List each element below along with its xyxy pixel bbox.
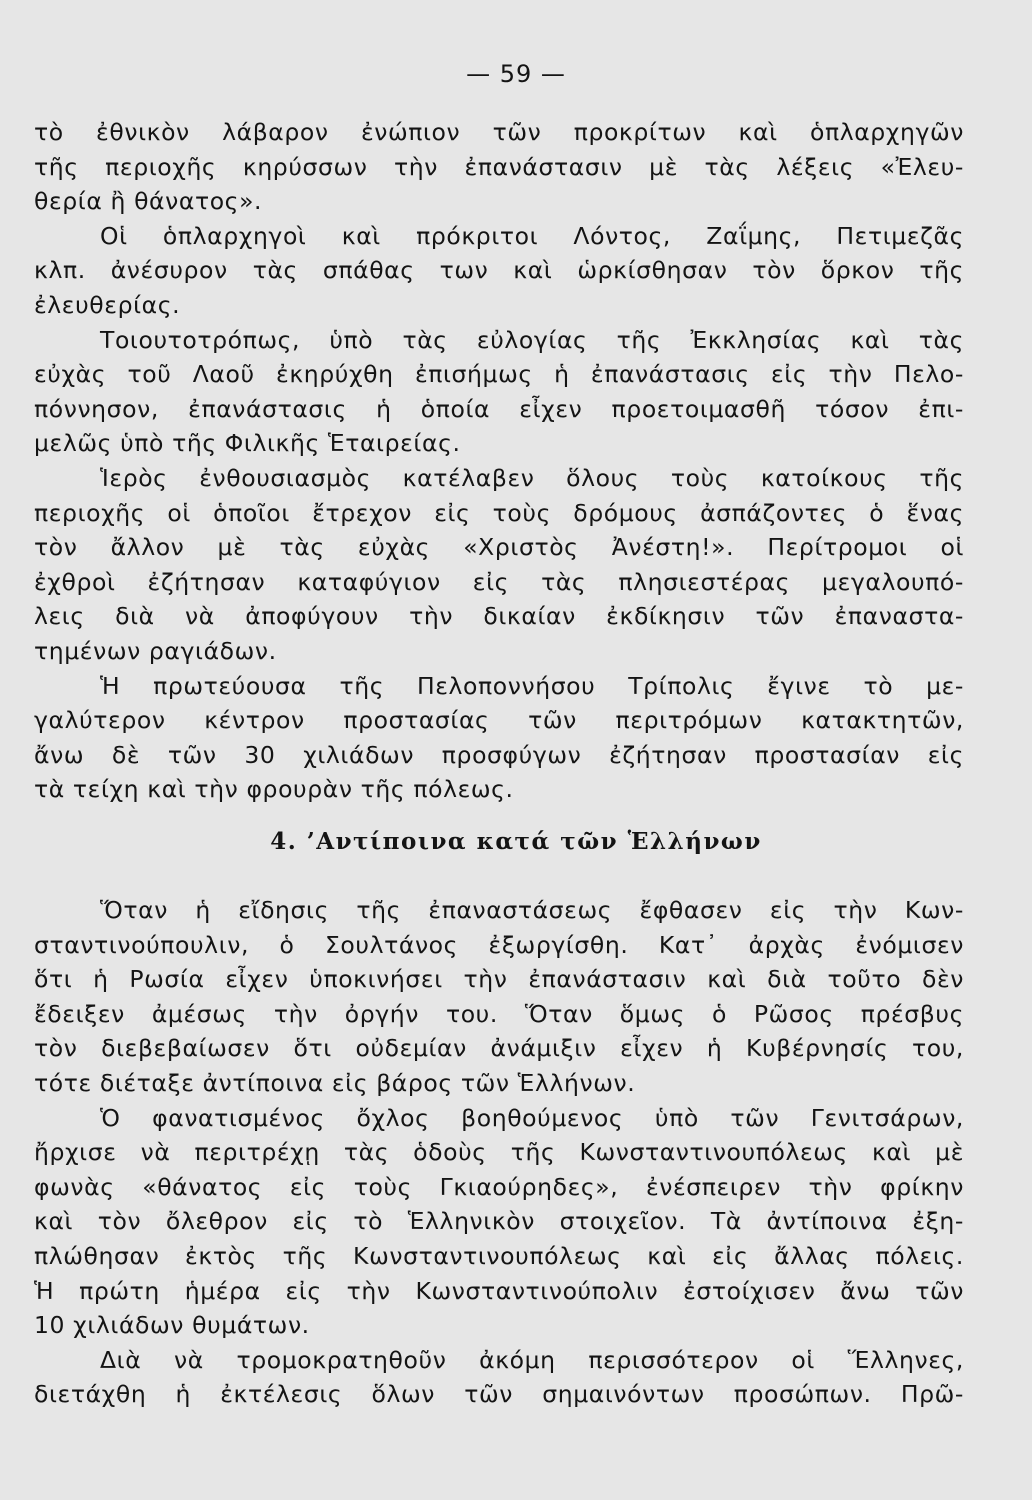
text-line: θερία ἢ θάνατος». bbox=[34, 187, 263, 216]
text-line: τὸν διεβεβαίωσεν ὅτι οὐδεμίαν ἀνάμιξιν εἶχεν ἡ Κυβέρνησίς του, bbox=[34, 1034, 964, 1063]
text-line: γαλύτερον κέντρον προστασίας τῶν περιτρόμων κατακτητῶν, bbox=[34, 706, 964, 735]
text-line: Ἡ πρώτη ἡμέρα εἰς τὴν Κωνσταντινούπολιν ἐστοίχισεν ἄνω τῶν bbox=[34, 1276, 964, 1305]
section-heading: 4. ’Αντίποινα κατά τῶν Ἑλλήνων bbox=[270, 828, 762, 855]
text-line: πλώθησαν ἐκτὸς τῆς Κωνσταντινουπόλεως καὶ εἰς ἄλλας πόλεις. bbox=[34, 1241, 964, 1270]
text-line: 10 χιλιάδων θυμάτων. bbox=[34, 1311, 310, 1340]
body-text-upper bbox=[34, 115, 964, 807]
text-line: Τοιουτοτρόπως, ὑπὸ τὰς εὐλογίας τῆς Ἐκκλησίας καὶ τὰς bbox=[100, 325, 964, 354]
page-number: — 59 — bbox=[466, 60, 566, 88]
text-line: σταντινούπουλιν, ὁ Σουλτάνος ἐξωργίσθη. Κατ᾿ ἀρχὰς ἐνόμισεν bbox=[34, 930, 964, 959]
text-line: Οἱ ὁπλαρχηγοὶ καὶ πρόκριτοι Λόντος, Ζαΐμης, Πετιμεζᾶς bbox=[100, 221, 964, 250]
text-line: διετάχθη ἡ ἐκτέλεσις ὅλων τῶν σημαινόντων προσώπων. Πρῶ- bbox=[34, 1380, 964, 1409]
text-line: τὸ ἐθνικὸν λάβαρον ἐνώπιον τῶν προκρίτων καὶ ὁπλαρχηγῶν bbox=[34, 118, 964, 146]
text-line: Διὰ νὰ τρομοκρατηθοῦν ἀκόμη περισσότερον οἱ Ἕλληνες, bbox=[100, 1345, 964, 1374]
text-line: τημένων ραγιάδων. bbox=[34, 636, 277, 665]
text-line: τότε διέταξε ἀντίποινα εἰς βάρος τῶν Ἑλλήνων. bbox=[34, 1068, 636, 1097]
text-line: ἔδειξεν ἀμέσως τὴν ὀργήν του. Ὅταν ὅμως ὁ Ρῶσος πρέσβυς bbox=[34, 999, 964, 1028]
text-line: καὶ τὸν ὄλεθρον εἰς τὸ Ἑλληνικὸν στοιχεῖον. Τὰ ἀντίποινα ἐξη- bbox=[34, 1207, 964, 1236]
text-line: ὅτι ἡ Ρωσία εἶχεν ὑποκινήσει τὴν ἐπανάστασιν καὶ διὰ τοῦτο δὲν bbox=[34, 965, 964, 994]
text-line: ἐχθροὶ ἐζήτησαν καταφύγιον εἰς τὰς πλησιεστέρας μεγαλουπό- bbox=[34, 567, 964, 596]
text-line: τὸν ἄλλον μὲ τὰς εὐχὰς «Χριστὸς Ἀνέστη!». Περίτρομοι οἱ bbox=[34, 533, 964, 562]
text-line: Ἡ πρωτεύουσα τῆς Πελοποννήσου Τρίπολις ἔγινε τὸ με- bbox=[100, 671, 964, 700]
text-line: μελῶς ὑπὸ τῆς Φιλικῆς Ἑταιρείας. bbox=[34, 429, 461, 458]
text-line: τῆς περιοχῆς κηρύσσων τὴν ἐπανάστασιν μὲ τὰς λέξεις «Ἐλευ- bbox=[34, 152, 964, 181]
text-line: Ὁ φανατισμένος ὄχλος βοηθούμενος ὑπὸ τῶν Γενιτσάρων, bbox=[100, 1103, 964, 1132]
text-line: λεις διὰ νὰ ἀποφύγουν τὴν δικαίαν ἐκδίκησιν τῶν ἐπαναστα- bbox=[34, 602, 964, 631]
text-line: ἤρχισε νὰ περιτρέχῃ τὰς ὁδοὺς τῆς Κωνσταντινουπόλεως καὶ μὲ bbox=[34, 1138, 964, 1167]
text-line: τὰ τείχη καὶ τὴν φρουρὰν τῆς πόλεως. bbox=[34, 775, 514, 804]
text-line: Ὅταν ἡ εἴδησις τῆς ἐπαναστάσεως ἔφθασεν εἰς τὴν Κων- bbox=[100, 896, 964, 924]
body-text-lower bbox=[34, 893, 964, 1412]
text-line: Ἱερὸς ἐνθουσιασμὸς κατέλαβεν ὅλους τοὺς κατοίκους τῆς bbox=[100, 463, 964, 492]
text-line: περιοχῆς οἱ ὁποῖοι ἔτρεχον εἰς τοὺς δρόμους ἀσπάζοντες ὁ ἕνας bbox=[34, 498, 964, 527]
text-line: εὐχὰς τοῦ Λαοῦ ἐκηρύχθη ἐπισήμως ἡ ἐπανάστασις εἰς τὴν Πελο- bbox=[34, 360, 964, 389]
text-line: πόννησον, ἐπανάστασις ἡ ὁποία εἶχεν προετοιμασθῆ τόσον ἐπι- bbox=[34, 394, 964, 423]
text-line: κλπ. ἀνέσυρον τὰς σπάθας των καὶ ὡρκίσθησαν τὸν ὅρκον τῆς bbox=[34, 256, 964, 285]
text-line: φωνὰς «θάνατος εἰς τοὺς Γκιαούρηδες», ἐνέσπειρεν τὴν φρίκην bbox=[34, 1172, 964, 1201]
text-line: ἄνω δὲ τῶν 30 χιλιάδων προσφύγων ἐζήτησαν προστασίαν εἰς bbox=[34, 740, 964, 769]
text-line: ἐλευθερίας. bbox=[34, 290, 181, 319]
